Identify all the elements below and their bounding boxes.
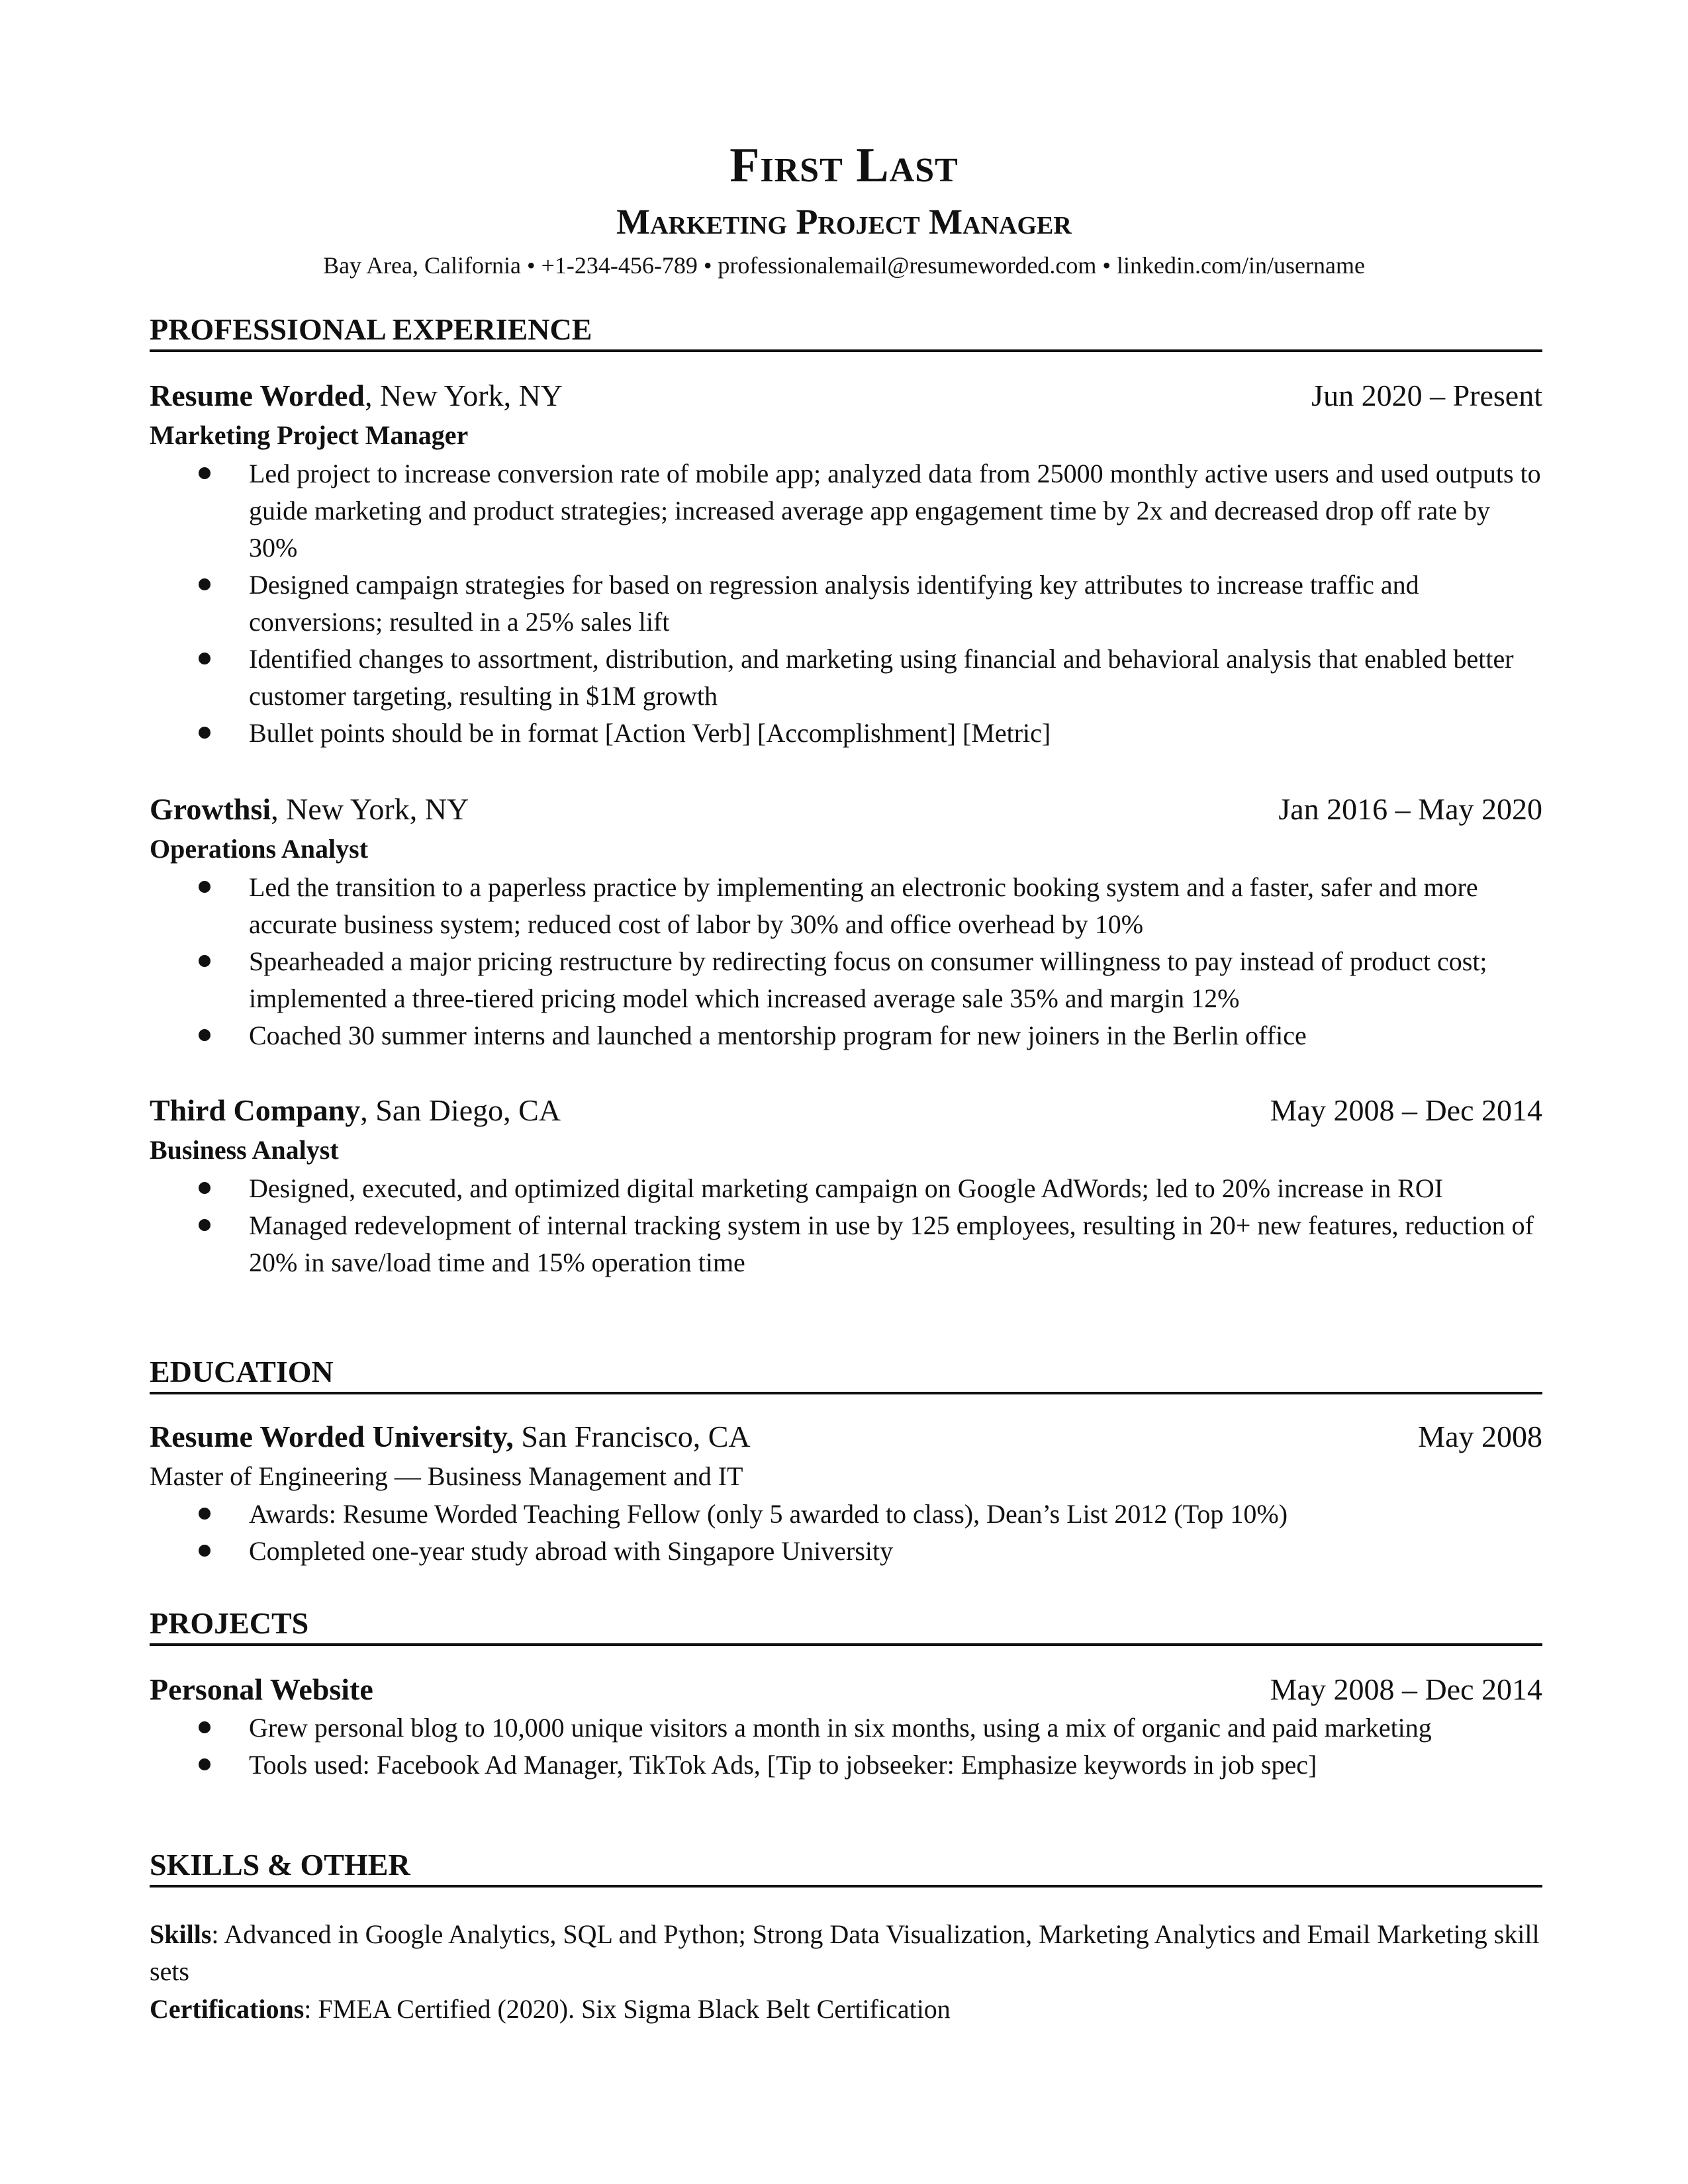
bullet-icon [199, 1758, 211, 1770]
list-item [150, 943, 1542, 1017]
bullet-icon [199, 653, 211, 664]
bullet-icon [199, 955, 211, 967]
job-3-dates: May 2008 – Dec 2014 [1270, 1093, 1542, 1127]
list-item [150, 1170, 1542, 1207]
job-3-header [150, 1092, 1542, 1129]
bullet-icon [199, 467, 211, 479]
list-item [150, 567, 1542, 641]
education-school: Resume Worded University, [150, 1420, 514, 1453]
bullet-icon [199, 727, 211, 739]
education-header [150, 1418, 1542, 1455]
experience-section-title: PROFESSIONAL EXPERIENCE [150, 311, 1542, 352]
job-2-company: Growthsi [150, 792, 271, 826]
certifications-text: : FMEA Certified (2020). Six Sigma Black Belt Certification [304, 1994, 951, 2024]
list-item [150, 641, 1542, 715]
list-item [150, 1533, 1542, 1570]
bullet-text: Bullet points should be in format [Action Verb] [Accomplishment] [Metric] [249, 718, 1051, 748]
bullet-icon [199, 881, 211, 893]
contact-line: Bay Area, California • +1-234-456-789 • professionalemail@resumeworded.com • linkedin.com/in/username [323, 252, 1365, 279]
list-item [150, 715, 1542, 752]
job-2-header [150, 791, 1542, 828]
projects-section-title: PROJECTS [150, 1605, 1542, 1646]
project-dates: May 2008 – Dec 2014 [1270, 1672, 1542, 1706]
education-bullets [150, 1496, 1542, 1570]
job-1-bullets [150, 455, 1542, 752]
bullet-text: Identified changes to assortment, distribution, and marketing using financial and behavioral analysis that enabled better customer targeting, resulting in $1M growth [249, 644, 1514, 711]
bullet-text: Tools used: Facebook Ad Manager, TikTok Ads, [Tip to jobseeker: Emphasize keywords in job spec] [249, 1750, 1317, 1780]
job-2-title: Operations Analyst [150, 834, 369, 864]
skills-label: Skills [150, 1919, 212, 1949]
bullet-text: Designed, executed, and optimized digital marketing campaign on Google AdWords; led to 20% increase in ROI [249, 1173, 1444, 1203]
job-3-title: Business Analyst [150, 1135, 339, 1165]
skills-line [150, 1916, 1542, 1990]
certifications-label: Certifications [150, 1994, 305, 2024]
bullet-icon [199, 1721, 211, 1733]
bullet-text: Coached 30 summer interns and launched a mentorship program for new joiners in the Berlin office [249, 1021, 1307, 1050]
job-1-dates: Jun 2020 – Present [1311, 379, 1542, 412]
list-item [150, 1747, 1542, 1784]
list-item [150, 1207, 1542, 1281]
bullet-text: Managed redevelopment of internal tracking system in use by 125 employees, resulting in 20+ new features, reduction of 20% in save/load time and 15% operation time [249, 1210, 1534, 1277]
project-name: Personal Website [150, 1672, 373, 1706]
job-3-location: , San Diego, CA [360, 1093, 561, 1127]
bullet-text: Led project to increase conversion rate of mobile app; analyzed data from 25000 monthly active users and used outputs to guide marketing and product strategies; increased average app engagement time by 2x and decreased drop off rate by 30% [249, 459, 1541, 563]
project-header [150, 1671, 1542, 1708]
bullet-icon [199, 1029, 211, 1041]
bullet-icon [199, 1219, 211, 1231]
list-item [150, 1496, 1542, 1533]
education-section-title: EDUCATION [150, 1353, 1542, 1394]
bullet-icon [199, 578, 211, 590]
candidate-name: First Last [729, 138, 959, 193]
bullet-icon [199, 1182, 211, 1194]
list-item [150, 1709, 1542, 1747]
skills-text: : Advanced in Google Analytics, SQL and Python; Strong Data Visualization, Marketing Analytics and Email Marketing skill sets [150, 1919, 1540, 1986]
certifications-line [150, 1991, 1542, 2028]
job-1-title: Marketing Project Manager [150, 420, 469, 450]
project-bullets [150, 1709, 1542, 1784]
bullet-text: Led the transition to a paperless practice by implementing an electronic booking system and a faster, safer and more accurate business system; reduced cost of labor by 30% and office overhead by 10% [249, 872, 1478, 939]
bullet-icon [199, 1508, 211, 1520]
job-3-company: Third Company [150, 1093, 361, 1127]
job-3-bullets [150, 1170, 1542, 1281]
bullet-text: Spearheaded a major pricing restructure by redirecting focus on consumer willingness to pay instead of product cost; implemented a three-tiered pricing model which increased average sale 35% and margin 12% [249, 946, 1487, 1013]
job-1-company: Resume Worded [150, 379, 365, 412]
list-item [150, 1017, 1542, 1054]
bullet-text: Completed one-year study abroad with Singapore University [249, 1536, 894, 1566]
job-2-dates: Jan 2016 – May 2020 [1278, 792, 1542, 826]
bullet-text: Awards: Resume Worded Teaching Fellow (only 5 awarded to class), Dean’s List 2012 (Top 10%) [249, 1499, 1288, 1529]
education-location: San Francisco, CA [513, 1420, 751, 1453]
job-2-location: , New York, NY [271, 792, 469, 826]
list-item [150, 869, 1542, 943]
job-2-bullets [150, 869, 1542, 1054]
bullet-text: Designed campaign strategies for based on regression analysis identifying key attributes to increase traffic and conversions; resulted in a 25% sales lift [249, 570, 1419, 637]
skills-section-title: SKILLS & OTHER [150, 1846, 1542, 1888]
job-1-header [150, 377, 1542, 414]
bullet-text: Grew personal blog to 10,000 unique visitors a month in six months, using a mix of organic and paid marketing [249, 1713, 1432, 1743]
education-date: May 2008 [1418, 1420, 1542, 1453]
education-degree: Master of Engineering — Business Management and IT [150, 1461, 743, 1491]
bullet-icon [199, 1545, 211, 1557]
candidate-role: Marketing Project Manager [616, 202, 1072, 242]
list-item [150, 455, 1542, 567]
job-1-location: , New York, NY [365, 379, 563, 412]
